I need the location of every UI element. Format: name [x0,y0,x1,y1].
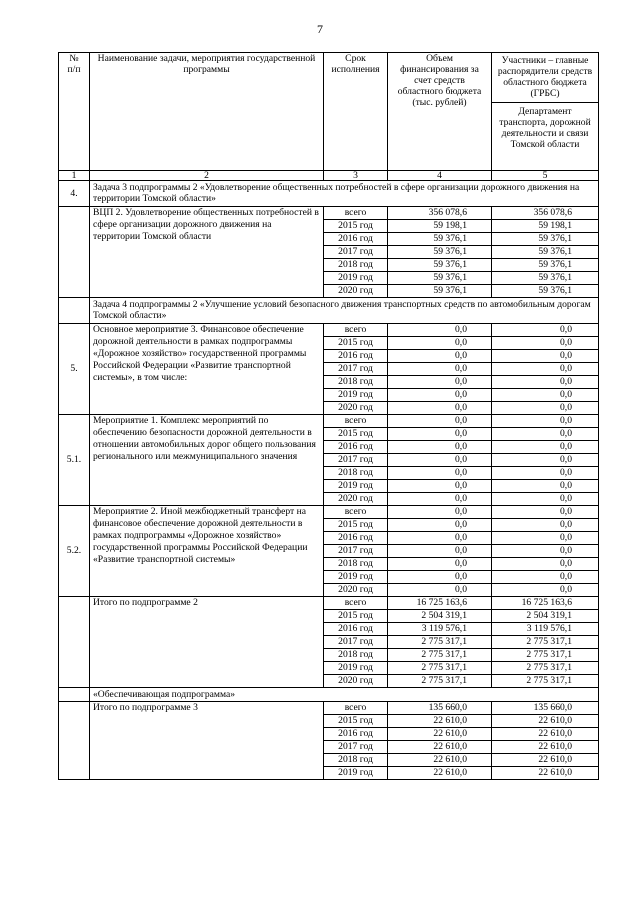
period-cell: 2017 год [324,453,388,466]
funding-value: 0,0 [388,453,492,466]
period-cell: 2017 год [324,362,388,375]
grbs-value: 2 504 319,1 [492,609,599,622]
funding-value: 0,0 [388,414,492,427]
grbs-value: 135 660,0 [492,702,599,715]
item-name: Мероприятие 1. Комплекс мероприятий по обеспечению безопасности дорожной деятельности в отношении автомобильных дорог общего пользования регионального или межмуниципального значения [90,414,324,505]
item-name: Мероприятие 2. Иной межбюджетный трансферт на финансовое обеспечение дорожной деятельности в рамках подпрограммы «Дорожное хозяйство» государственной программы Российской Федерации «Развитие транспортной системы» [90,505,324,596]
row-index [59,596,90,687]
grbs-value: 16 725 163,6 [492,596,599,609]
period-cell: 2020 год [324,492,388,505]
period-cell: 2015 год [324,609,388,622]
grbs-value: 0,0 [492,440,599,453]
funding-value: 0,0 [388,375,492,388]
grbs-value: 59 376,1 [492,271,599,284]
grbs-value: 3 119 576,1 [492,622,599,635]
period-cell: 2016 год [324,232,388,245]
funding-value: 0,0 [388,336,492,349]
funding-value: 0,0 [388,557,492,570]
period-cell: 2015 год [324,715,388,728]
period-cell: всего [324,206,388,219]
row-index [59,702,90,780]
column-number-5: 5 [492,171,599,181]
funding-value: 59 376,1 [388,258,492,271]
period-cell: 2017 год [324,741,388,754]
period-cell: 2015 год [324,219,388,232]
grbs-value: 59 376,1 [492,245,599,258]
period-cell: 2020 год [324,284,388,297]
period-cell: 2020 год [324,583,388,596]
task-row [59,297,599,323]
header-row [59,53,599,171]
period-cell: 2020 год [324,674,388,687]
vcp2-row [59,206,599,219]
period-cell: 2018 год [324,648,388,661]
funding-value: 2 775 317,1 [388,661,492,674]
funding-value: 2 775 317,1 [388,674,492,687]
grbs-value: 2 775 317,1 [492,661,599,674]
grbs-value: 0,0 [492,583,599,596]
funding-value: 135 660,0 [388,702,492,715]
period-cell: 2016 год [324,531,388,544]
funding-value: 22 610,0 [388,754,492,767]
header-col-term: Срок исполнения [324,53,388,171]
period-cell: всего [324,702,388,715]
period-cell: 2018 год [324,466,388,479]
row-index: 5.1. [59,414,90,505]
grbs-value: 59 376,1 [492,232,599,245]
row-index: 5.2. [59,505,90,596]
page-number: 7 [317,22,323,36]
column-number-4: 4 [388,171,492,181]
funding-value: 0,0 [388,518,492,531]
grbs-value: 0,0 [492,570,599,583]
period-cell: 2019 год [324,479,388,492]
grbs-value: 59 376,1 [492,284,599,297]
period-cell: 2019 год [324,570,388,583]
measure-5-1-row [59,414,599,427]
period-cell: 2016 год [324,440,388,453]
funding-value: 0,0 [388,570,492,583]
funding-value: 22 610,0 [388,728,492,741]
funding-value: 0,0 [388,401,492,414]
funding-value: 59 376,1 [388,232,492,245]
period-cell: 2017 год [324,544,388,557]
grbs-value: 22 610,0 [492,767,599,780]
grbs-value: 0,0 [492,505,599,518]
funding-value: 2 504 319,1 [388,609,492,622]
period-cell: 2018 год [324,258,388,271]
column-number-3: 3 [324,171,388,181]
funding-value: 22 610,0 [388,767,492,780]
period-cell: всего [324,596,388,609]
funding-value: 59 376,1 [388,284,492,297]
grbs-value: 22 610,0 [492,728,599,741]
funding-value: 2 775 317,1 [388,648,492,661]
item-name: Итого по подпрограмме 2 [90,596,324,687]
total-subprogram-2-row [59,596,599,609]
period-cell: 2016 год [324,622,388,635]
header-col-funding: Объем финансирования за счет средств областного бюджета (тыс. рублей) [388,53,492,171]
funding-value: 3 119 576,1 [388,622,492,635]
period-cell: 2015 год [324,518,388,531]
period-cell: 2018 год [324,754,388,767]
grbs-value: 59 198,1 [492,219,599,232]
grbs-value: 0,0 [492,375,599,388]
task-title: Задача 3 подпрограммы 2 «Удовлетворение общественных потребностей в сфере организации дорожного движения на территории Томской области» [90,181,599,207]
row-index: 5. [59,323,90,414]
row-index [59,206,90,297]
measure-5-2-row [59,505,599,518]
column-number-2: 2 [90,171,324,181]
item-name: Итого по подпрограмме 3 [90,702,324,780]
funding-value: 0,0 [388,583,492,596]
item-name: ВЦП 2. Удовлетворение общественных потребностей в сфере организации дорожного движения на территории Томской области [90,206,324,297]
total-subprogram-3-row [59,702,599,715]
row-index [59,687,90,701]
grbs-value: 0,0 [492,349,599,362]
period-cell: 2016 год [324,728,388,741]
period-cell: 2015 год [324,427,388,440]
grbs-value: 59 376,1 [492,258,599,271]
funding-value: 0,0 [388,492,492,505]
task-title: «Обеспечивающая подпрограмма» [90,687,599,701]
task-title: Задача 4 подпрограммы 2 «Улучшение условий безопасного движения транспортных средств по автомобильным дорогам Томской области» [90,297,599,323]
funding-value: 59 376,1 [388,245,492,258]
funding-value: 0,0 [388,388,492,401]
period-cell: всего [324,505,388,518]
period-cell: 2020 год [324,401,388,414]
funding-value: 0,0 [388,505,492,518]
period-cell: 2019 год [324,661,388,674]
grbs-value: 2 775 317,1 [492,648,599,661]
header-participants-department: Департамент транспорта, дорожной деятельности и связи Томской области [492,102,598,150]
funding-value: 0,0 [388,479,492,492]
funding-value: 0,0 [388,544,492,557]
grbs-value: 0,0 [492,492,599,505]
funding-value: 22 610,0 [388,715,492,728]
header-participants-title: Участники – главные распорядители средств областного бюджета (ГРБС) [497,55,593,99]
row-index: 4. [59,181,90,207]
funding-value: 22 610,0 [388,741,492,754]
funding-value: 16 725 163,6 [388,596,492,609]
grbs-value: 0,0 [492,414,599,427]
funding-value: 0,0 [388,427,492,440]
grbs-value: 0,0 [492,401,599,414]
subprogram-3-title-row [59,687,599,701]
grbs-value: 0,0 [492,466,599,479]
column-number-1: 1 [59,171,90,181]
measure-5-row [59,323,599,336]
grbs-value: 0,0 [492,544,599,557]
period-cell: всего [324,323,388,336]
header-col-name: Наименование задачи, мероприятия государственной программы [90,53,324,171]
header-col-number: № п/п [59,53,90,171]
grbs-value: 22 610,0 [492,715,599,728]
column-numbers-row [59,171,599,181]
funding-value: 356 078,6 [388,206,492,219]
header-col-participants [492,53,599,171]
period-cell: 2015 год [324,336,388,349]
grbs-value: 22 610,0 [492,741,599,754]
funding-value: 0,0 [388,323,492,336]
period-cell: 2019 год [324,767,388,780]
funding-value: 0,0 [388,349,492,362]
grbs-value: 2 775 317,1 [492,674,599,687]
period-cell: 2018 год [324,375,388,388]
grbs-value: 0,0 [492,518,599,531]
funding-value: 59 376,1 [388,271,492,284]
grbs-value: 0,0 [492,453,599,466]
row-index [59,297,90,323]
funding-value: 0,0 [388,440,492,453]
period-cell: 2017 год [324,245,388,258]
funding-value: 2 775 317,1 [388,635,492,648]
funding-value: 0,0 [388,466,492,479]
grbs-value: 356 078,6 [492,206,599,219]
grbs-value: 22 610,0 [492,754,599,767]
grbs-value: 0,0 [492,557,599,570]
item-name: Основное мероприятие 3. Финансовое обеспечение дорожной деятельности в рамках подпрограммы «Дорожное хозяйство» государственной программы Российской Федерации «Развитие транспортной системы», в том числе: [90,323,324,414]
funding-value: 59 198,1 [388,219,492,232]
period-cell: 2017 год [324,635,388,648]
funding-value: 0,0 [388,531,492,544]
task-row [59,181,599,207]
grbs-value: 0,0 [492,479,599,492]
grbs-value: 0,0 [492,336,599,349]
period-cell: 2018 год [324,557,388,570]
grbs-value: 2 775 317,1 [492,635,599,648]
funding-value: 0,0 [388,362,492,375]
grbs-value: 0,0 [492,362,599,375]
grbs-value: 0,0 [492,531,599,544]
period-cell: 2016 год [324,349,388,362]
period-cell: 2019 год [324,271,388,284]
period-cell: 2019 год [324,388,388,401]
grbs-value: 0,0 [492,427,599,440]
grbs-value: 0,0 [492,323,599,336]
program-table [58,52,599,780]
period-cell: всего [324,414,388,427]
grbs-value: 0,0 [492,388,599,401]
